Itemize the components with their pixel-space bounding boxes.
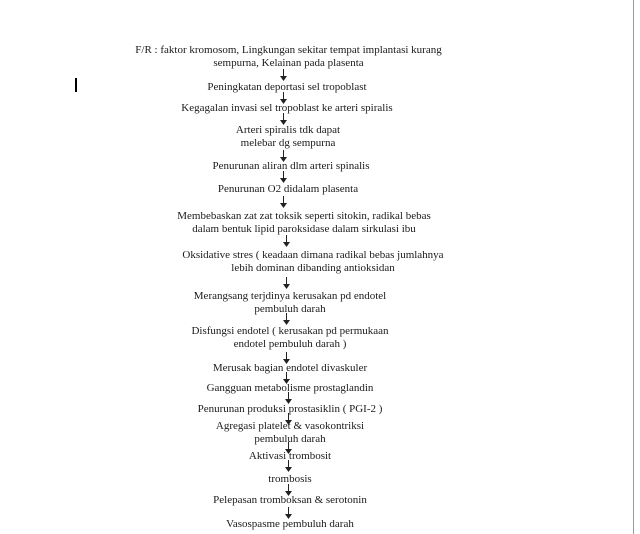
arrow-down-icon — [280, 171, 287, 183]
flow-step-line: pembuluh darah — [254, 433, 326, 445]
flow-step-line: Disfungsi endotel ( kerusakan pd permukaan — [191, 325, 389, 337]
flow-step-line: Agregasi platelet & vasokontriksi — [215, 420, 365, 432]
flow-step-endothelial-dysfunction — [172, 325, 408, 351]
flow-step-oxidative-stress — [163, 249, 463, 275]
flow-step-oxygen-reduction — [198, 183, 378, 196]
flow-step-line: Vasospasme pembuluh darah — [226, 518, 354, 530]
arrow-down-icon — [285, 460, 292, 472]
arrow-down-icon — [283, 235, 290, 247]
flow-step-line: Penurunan aliran dlm arteri spinalis — [212, 160, 370, 172]
flow-step-thromboxane-release — [188, 494, 392, 507]
flow-step-deportation — [182, 81, 392, 94]
flow-step-spiral-arteries — [218, 124, 358, 150]
flow-step-line: Gangguan metabolisme prostaglandin — [206, 382, 374, 394]
flow-step-line: Kegagalan invasi sel tropoblast ke arteri spiralis — [181, 102, 393, 114]
flow-step-line: Merusak bagian endotel divaskuler — [212, 362, 368, 374]
arrow-down-icon — [280, 69, 287, 81]
flow-step-line: sempurna, Kelainan pada plasenta — [213, 57, 364, 69]
flow-step-line: Arteri spiralis tdk dapat — [235, 124, 341, 136]
flow-step-line: Penurunan produksi prostasiklin ( PGI-2 ) — [197, 403, 383, 415]
flow-step-line: pembuluh darah — [254, 303, 326, 315]
flow-step-line: Oksidative stres ( keadaan dimana radikal bebas jumlahnya — [182, 249, 444, 261]
flow-step-line: lebih dominan dibanding antioksidan — [231, 262, 395, 274]
arrow-down-icon — [283, 277, 290, 289]
flow-step-line: endotel pembuluh darah ) — [233, 338, 347, 350]
flow-step-toxin-release — [158, 210, 450, 236]
flow-step-line: dalam bentuk lipid paroksidase dalam sirkulasi ibu — [192, 223, 416, 235]
flow-step-risk-factors — [131, 44, 446, 70]
flow-step-line: trombosis — [268, 473, 312, 485]
flow-step-line: melebar dg sempurna — [240, 137, 336, 149]
flow-step-line: Membebaskan zat zat toksik seperti sitokin, radikal bebas — [177, 210, 431, 222]
flow-step-line: Peningkatan deportasi sel tropoblast — [207, 81, 367, 93]
arrow-down-icon — [280, 196, 287, 208]
flow-step-invasion-failure — [160, 102, 414, 115]
flow-step-endothelial-damage — [175, 290, 405, 316]
flow-step-line: Aktivasi trombosit — [248, 450, 332, 462]
flow-step-line: Merangsang terjdinya kerusakan pd endotel — [193, 290, 387, 302]
flow-step-line: Penurunan O2 didalam plasenta — [217, 183, 359, 195]
arrow-down-icon — [283, 313, 290, 325]
flow-step-flow-reduction — [191, 160, 391, 173]
flow-step-line: F/R : faktor kromosom, Lingkungan sekitar tempat implantasi kurang — [135, 44, 442, 56]
flow-step-line: Pelepasan tromboksan & serotonin — [213, 494, 367, 506]
flow-step-vascular-endothelium — [195, 362, 385, 375]
flow-step-vasospasm — [200, 518, 380, 531]
